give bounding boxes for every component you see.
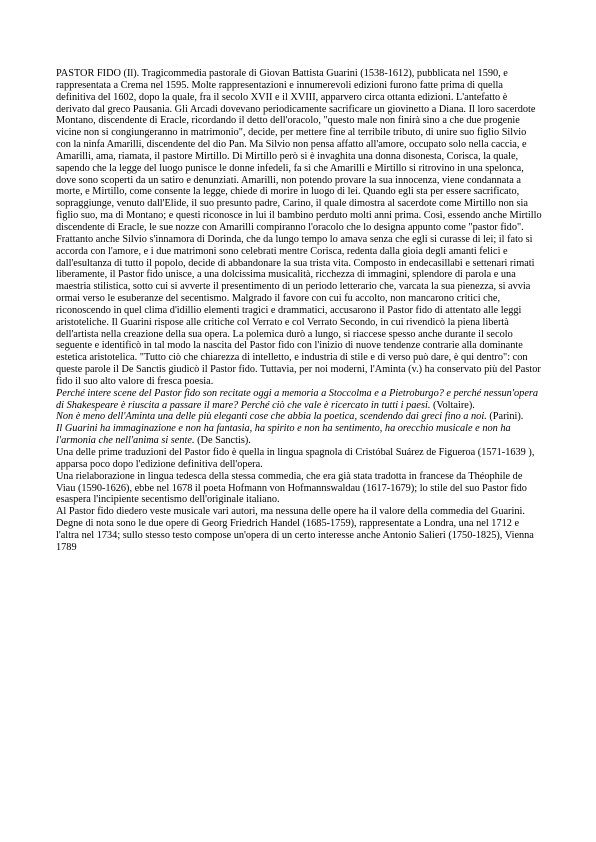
quote-attribution: (Parini). xyxy=(486,411,524,423)
quote-text: Perché intere scene del Pastor fido son recitate oggi a memoria a Stoccolma e a Pietroburgo? e perché nessun'opera di Shakespeare è riuscita a passare il mare? Perché ciò che vale è ricercato in tutti i paesi. xyxy=(56,387,539,411)
quote-text: Non è meno dell'Aminta una delle più eleganti cose che abbia la poetica, scendendo dai greci fino a noi. xyxy=(56,411,487,423)
note-spanish-translation: Una delle prime traduzioni del Pastor fido è quella in lingua spagnola di Cristóbal Suárez de Figueroa (1571-1639 ), apparsa poco dopo l'edizione definitiva dell'opera. xyxy=(56,447,535,470)
quote-attribution: (De Sanctis). xyxy=(194,435,251,447)
document-page xyxy=(56,68,543,554)
main-paragraph: PASTOR FIDO (Il). Tragicommedia pastorale di Giovan Battista Guarini (1538-1612), pubblicata nel 1590, e rappresentata a Crema nel 1595. Molte rappresentazioni e innumerevoli edizioni furono fatte prima di quella definitiva del 1602, dopo la quale, fra il secolo XVII e il XVIII, apparvero circa ottanta edizioni. L'antefatto è derivato dal greco Pausania. Gli Arcadi dovevano periodicamente sacrificare un giovinetto a Diana. Il loro sacerdote Montano, discendente di Eracle, ricordando il detto dell'oracolo, "questo male non finirà sino a che due progenie vicine non si congiungeranno in matrimonio", decide, per mettere fine al terribile tributo, di unire suo figlio Silvio con la ninfa Amarilli, discendente del dio Pan. Ma Silvio non pensa affatto all'amore, occupato solo nella caccia, e Amarilli, ama, riamata, il pastore Mirtillo. Di Mirtillo però si è invaghita una donna disonesta, Corisca, la quale, sapendo che la legge del luogo punisce le donne infedeli, fa sì che Amarilli e Mirtillo si ritrovino in una spelonca, dove sono scoperti da un satiro e denunziati. Amarilli, non potendo provare la sua innocenza, viene condannata a morte, e Mirtillo, come consente la legge, chiede di morire in luogo di lei. Quando egli sta per essere sacrificato, sopraggiunge, venuto dall'Elide, il suo presunto padre, Carino, il quale dimostra al sacerdote come Mirtillo non sia figlio suo, ma di Montano; e questi riconosce in lui il bambino perduto molti anni prima. Così, essendo anche Mirtillo discendente di Eracle, le sue nozze con Amarilli compiranno l'oracolo che lo designa appunto come "pastor fido". Frattanto anche Silvio s'innamora di Dorinda, che da lungo tempo lo amava senza che egli si curasse di lei; il fato si accorda con l'amore, e i due matrimoni sono celebrati mentre Corisca, redenta dalla gioia degli amanti felici e dall'esultanza di tutto il popolo, decide di abbandonare la sua trista vita. Composto in endecasillabi e settenari rimati liberamente, il Pastor fido unisce, a una dolcissima musicalità, ricchezza di immagini, splendore di parola e una maestria stilistica, sotto cui si avverte il presentimento di un periodo letterario che, varcata la sua pienezza, si avvia ormai verso le esuberanze del secentismo. Malgrado il favore con cui fu accolto, non mancarono critici che, riconoscendo in quel clima d'idillio elementi tragici e drammatici, accusarono il Pastor fido di attentato alle leggi aristoteliche. Il Guarini rispose alle critiche col Verrato e col Verrato Secondo, in cui rivendicò la piena libertà dell'artista nella creazione della sua opera. La polemica durò a lungo, si riaccese spesso anche durante il secolo seguente e identificò in tal modo la nascita del Pastor fido con l'inizio di nuove tendenze contrarie alla dominante estetica aristotelica. "Tutto ciò che chiarezza di intelletto, e industria di stile e di verso può dare, è qui dentro": con queste parole il De Sanctis giudicò il Pastor fido. Tuttavia, per noi moderni, l'Aminta (v.) ha conservato più del Pastor fido il suo alto valore di fresca poesia. xyxy=(56,68,542,387)
quote-text: Il Guarini ha immaginazione e non ha fantasia, ha spirito e non ha sentimento, ha orecchio musicale e non ha l'armonia che nell'anima si sente. xyxy=(56,423,511,447)
quote-attribution: (Voltaire). xyxy=(430,399,475,411)
quote-voltaire xyxy=(56,388,543,412)
quote-parini xyxy=(56,411,543,423)
quote-de-sanctis xyxy=(56,423,543,447)
note-german-adaptation: Una rielaborazione in lingua tedesca della stessa commedia, che era già stata tradotta in francese da Théophile de Viau (1590-1626), ebbe nel 1678 il poeta Hofmann von Hofmannswaldau (1617-1679); lo stile del suo Pastor fido esaspera l'incipiente secentismo dell'originale italiano. xyxy=(56,470,527,506)
note-musical-settings: Al Pastor fido diedero veste musicale vari autori, ma nessuna delle opere ha il valore della commedia del Guarini. Degne di nota sono le due opere di Georg Friedrich Handel (1685-1759), rappresentate a Londra, una nel 1712 e l'altra nel 1734; sullo stesso testo compose un'opera di un certo interesse anche Antonio Salieri (1750-1825), Vienna 1789 xyxy=(56,506,534,553)
